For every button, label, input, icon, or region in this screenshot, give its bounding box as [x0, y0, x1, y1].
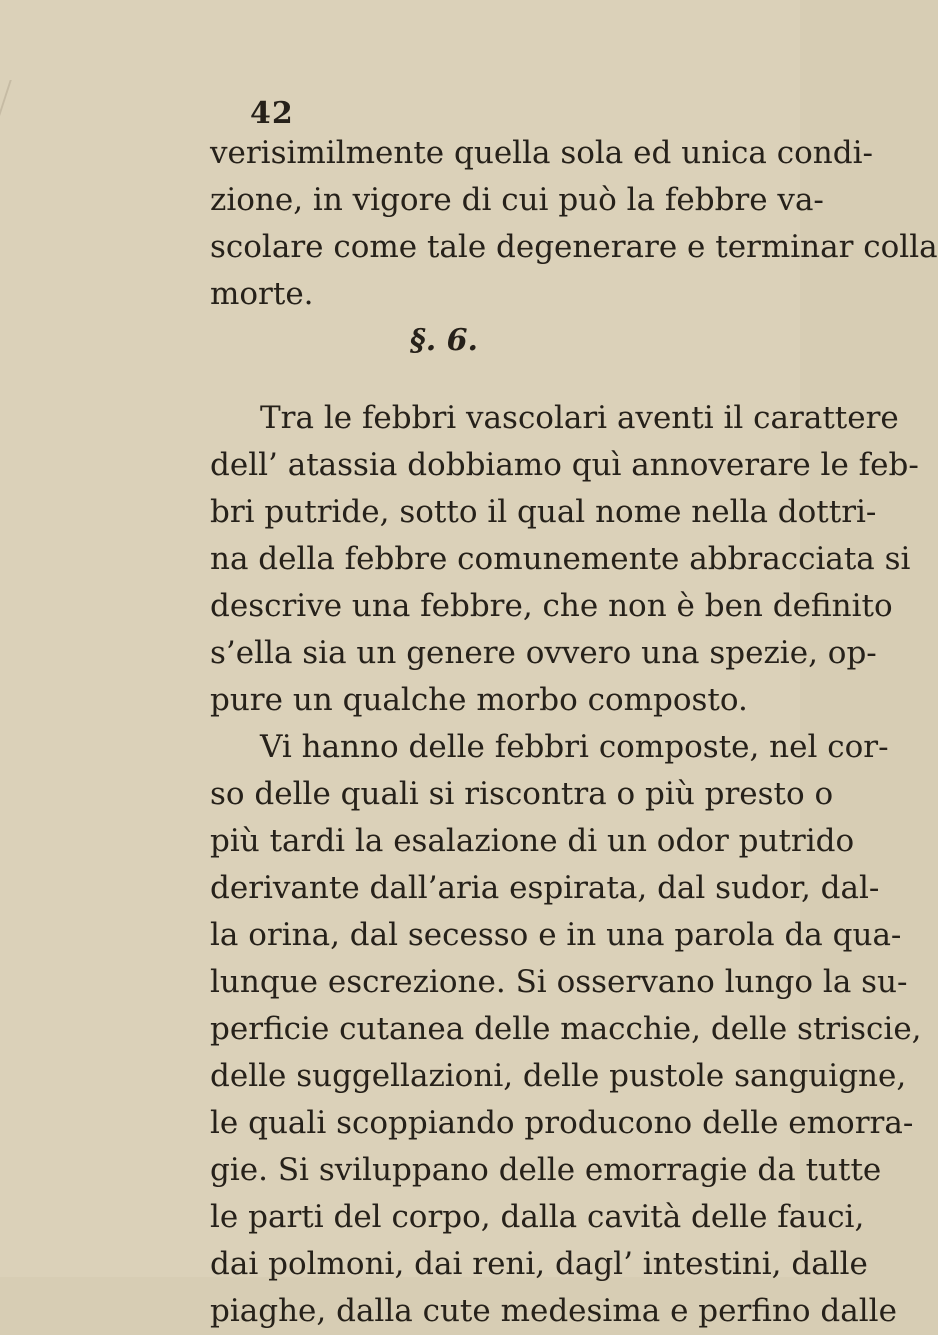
text-line: le parti del corpo, dalla cavità delle fauci,	[210, 1199, 865, 1235]
text-line: derivante dall’aria espirata, dal sudor, dal-	[210, 870, 880, 906]
text-line: perficie cutanea delle macchie, delle striscie,	[210, 1011, 922, 1047]
text-line: delle suggellazioni, delle pustole sanguigne,	[210, 1058, 907, 1094]
text-line: zione, in vigore di cui può la febbre va-	[210, 182, 824, 218]
text-line: piaghe, dalla cute medesima e perfino dalle	[210, 1293, 897, 1329]
paragraph-1	[210, 130, 938, 318]
section-heading: §. 6.	[410, 323, 478, 358]
text-line: più tardi la esalazione di un odor putrido	[210, 823, 855, 859]
text-line: dell’ atassia dobbiamo quì annoverare le feb-	[210, 447, 919, 483]
text-line: dai polmoni, dai reni, dagl’ intestini, dalle	[210, 1246, 868, 1282]
text-line: na della febbre comunemente abbracciata si	[210, 541, 911, 577]
text-line: la orina, dal secesso e in una parola da qua-	[210, 917, 902, 953]
text-line: lunque escrezione. Si osservano lungo la su-	[210, 964, 908, 1000]
text-line: gie. Si sviluppano delle emorragie da tutte	[210, 1152, 882, 1188]
text-line: s’ella sia un genere ovvero una spezie, op-	[210, 635, 877, 671]
page-number: 42	[250, 96, 294, 131]
text-line: so delle quali si riscontra o più presto o	[210, 776, 834, 812]
text-line: Vi hanno delle febbri composte, nel cor-	[260, 729, 889, 765]
text-line: bri putride, sotto il qual nome nella dottri-	[210, 494, 877, 530]
text-line: morte.	[210, 276, 314, 312]
text-line: scolare come tale degenerare e terminar colla	[210, 229, 938, 265]
text-line: pure un qualche morbo composto.	[210, 682, 748, 718]
text-line: le quali scoppiando producono delle emorra-	[210, 1105, 914, 1141]
page-edge-mark	[0, 80, 50, 140]
paragraph-2	[210, 395, 922, 1335]
text-line: verisimilmente quella sola ed unica condi-	[210, 135, 873, 171]
text-line: descrive una febbre, che non è ben definito	[210, 588, 893, 624]
text-line: Tra le febbri vascolari aventi il carattere	[260, 400, 899, 436]
